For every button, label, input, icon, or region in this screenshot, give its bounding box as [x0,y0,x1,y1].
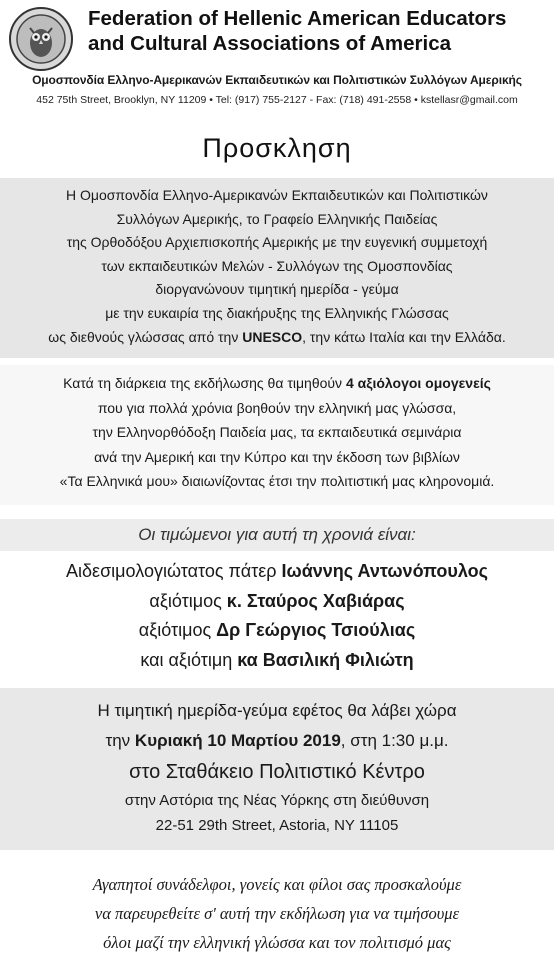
closing-line: να παρευρεθείτε σ' αυτή την εκδήλωση για να τιμήσουμε [94,904,460,923]
honoree [0,616,554,646]
event-time: , στη 1:30 μ.μ. [340,731,449,750]
org-name-line2: and Cultural Associations of America [88,32,452,55]
intro-line: Συλλόγων Αμερικής, το Γραφείο Ελληνικής Παιδείας [116,210,438,227]
intro-last-pre: ως διεθνούς γλώσσας από την [48,328,243,345]
honorees-block [0,515,554,675]
closing-line: όλοι μαζί την ελληνική γλώσσα και τον πολιτισμό μας [103,933,451,952]
event-location-line: στην Αστόρια της Νέας Υόρκης στη διεύθυνση [124,792,430,809]
honor-first-bold: 4 αξιόλογοι ομογενείς [345,375,491,391]
intro-block [0,178,554,358]
event-date: Κυριακή 10 Μαρτίου 2019 [134,731,341,750]
event-venue: Σταθάκειο Πολιτιστικό Κέντρο [165,761,425,783]
owl-seal-icon [8,6,74,72]
closing-block [0,866,554,960]
honorees-heading: Οι τιμώμενοι για αυτή τη χρονιά είναι: [0,519,554,551]
event-line1: Η τιμητική ημερίδα-γεύμα εφέτος θα λάβει χώρα [97,701,457,720]
honor-text-block [0,365,554,505]
honoree-name: κ. Σταύρος Χαβιάρας [226,590,405,611]
event-date-pre: την [105,731,135,750]
honoree-prefix: αξιότιμος [149,590,227,611]
closing-line: Αγαπητοί συνάδελφοι, γονείς και φίλοι σας προσκαλούμε [92,875,462,894]
event-address: 22-51 29th Street, Astoria, NY 11105 [155,817,399,834]
honor-line: ανά την Αμερική και την Κύπρο και την έκδοση των βιβλίων [94,448,460,465]
honoree-prefix: Αιδεσιμολογιώτατος πάτερ [66,561,282,581]
intro-line: της Ορθοδόξου Αρχιεπισκοπής Αμερικής με την ευγενική συμμετοχή [66,234,488,251]
intro-last-post: , την κάτω Ιταλία και την Ελλάδα. [302,328,506,345]
honoree-prefix: και αξιότιμη [140,649,238,670]
honor-line: την Ελληνορθόδοξη Παιδεία μας, τα εκπαιδευτικά σεμινάρια [92,424,462,440]
honoree-name: Δρ Γεώργιος Τσιούλιας [216,620,416,640]
honoree [0,646,554,676]
org-name-english [88,6,554,56]
event-venue-line [0,756,554,788]
honoree [0,587,554,617]
honor-first-pre: Κατά τη διάρκεια της εκδήλωσης θα τιμηθούν [63,375,346,391]
event-venue-pre: στο [129,761,166,783]
event-details-block [0,688,554,850]
honoree-prefix: αξιότιμος [138,620,217,640]
honor-line: που για πολλά χρόνια βοηθούν την ελληνική μας γλώσσα, [97,399,457,416]
intro-line: των εκπαιδευτικών Μελών - Συλλόγων της Ομοσπονδίας [101,257,453,274]
org-name-line1: Federation of Hellenic American Educators [88,7,507,30]
org-name-greek: Ομοσπονδία Ελληνο-Αμερικανών Εκπαιδευτικών και Πολιτιστικών Συλλόγων Αμερικής [32,73,522,87]
intro-line: Η Ομοσπονδία Ελληνο-Αμερικανών Εκπαιδευτικών και Πολιτιστικών [66,187,488,203]
intro-line-last [0,326,554,350]
honor-line-first [0,371,554,396]
intro-line: με την ευκαιρία της διακήρυξης της Ελληνικής Γλώσσας [105,304,449,321]
intro-line: διοργανώνουν τιμητική ημερίδα - γεύμα [155,281,399,298]
honoree-name: Ιωάννης Αντωνόπουλος [281,561,488,581]
honor-line: «Τα Ελληνικά μου» διαιωνίζοντας έτσι την πολιτιστική μας κληρονομιά. [59,473,495,489]
honoree [0,557,554,587]
unesco-text: UNESCO [242,328,303,345]
event-date-line [0,726,554,756]
page-title: Πρoσκληση [202,133,352,163]
letterhead [0,0,554,122]
org-address: 452 75th Street, Brooklyn, NY 11209 • Tel: (917) 755-2127 - Fax: (718) 491-2558 • kstellasr@gmail.com [36,94,518,106]
honoree-name: κα Βασιλική Φιλιώτη [237,649,414,670]
